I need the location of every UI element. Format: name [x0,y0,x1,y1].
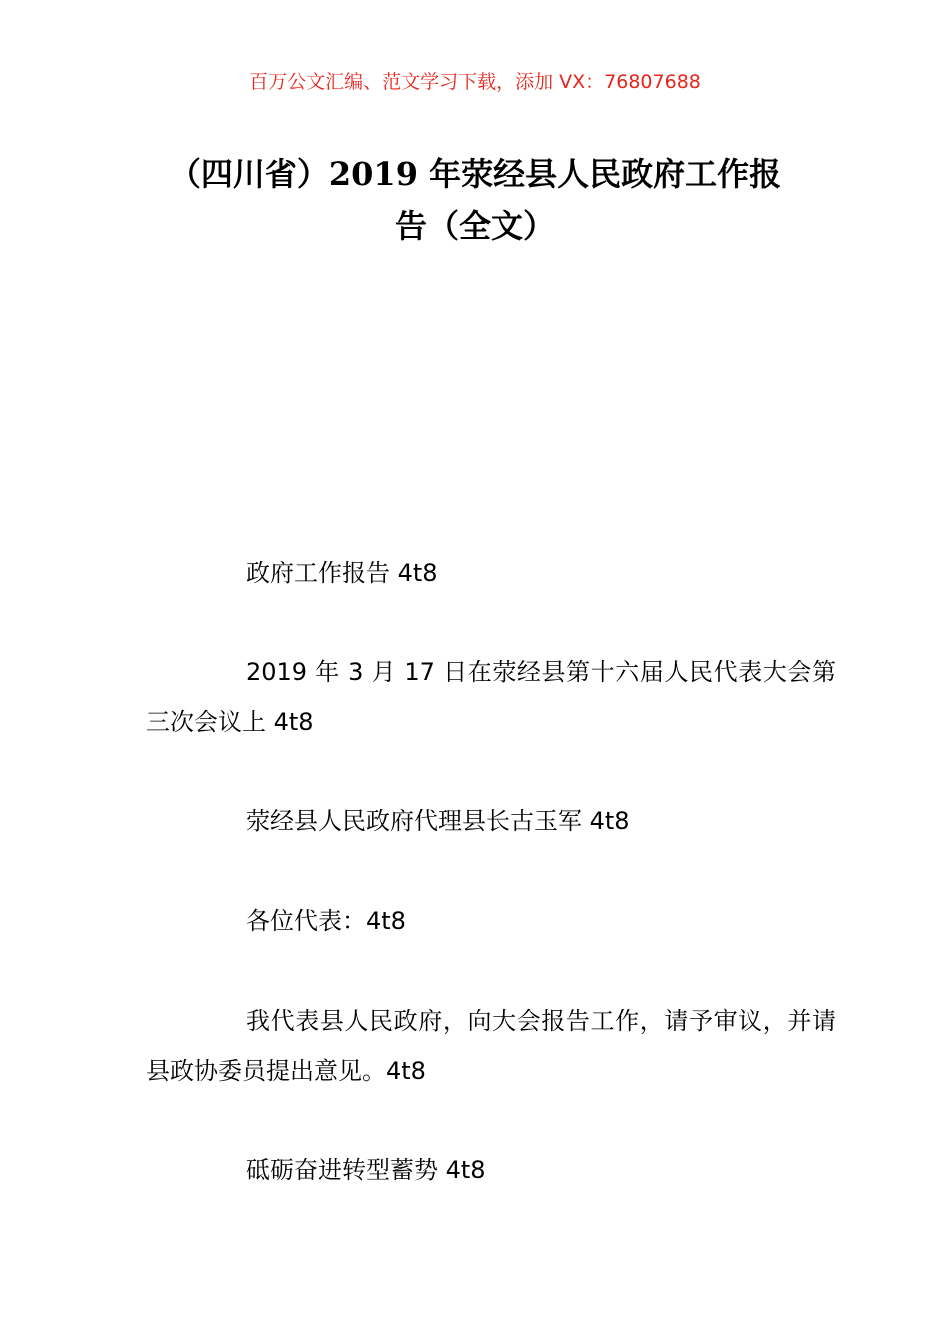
document-title-line-1: （四川省）2019 年荥经县人民政府工作报 [168,155,782,193]
paragraph-report-heading: 政府工作报告 4t8 [246,559,438,587]
document-title [0,148,950,252]
paragraph-meeting-date: 2019 年 3 月 17 日在荥经县第十六届人民代表大会第三次会议上 4t8 [146,658,836,736]
header-contact-note: 百万公文汇编、范文学习下载，添加 VX：76807688 [249,71,701,93]
paragraph-salutation: 各位代表：4t8 [246,907,406,935]
paragraph-opening: 我代表县人民政府，向大会报告工作，请予审议，并请县政协委员提出意见。4t8 [146,1007,836,1085]
paragraph-section-heading: 砥砺奋进转型蓄势 4t8 [246,1156,486,1184]
paragraph-speaker: 荥经县人民政府代理县长古玉军 4t8 [246,807,630,835]
document-title-line-2: 告（全文） [394,207,555,245]
